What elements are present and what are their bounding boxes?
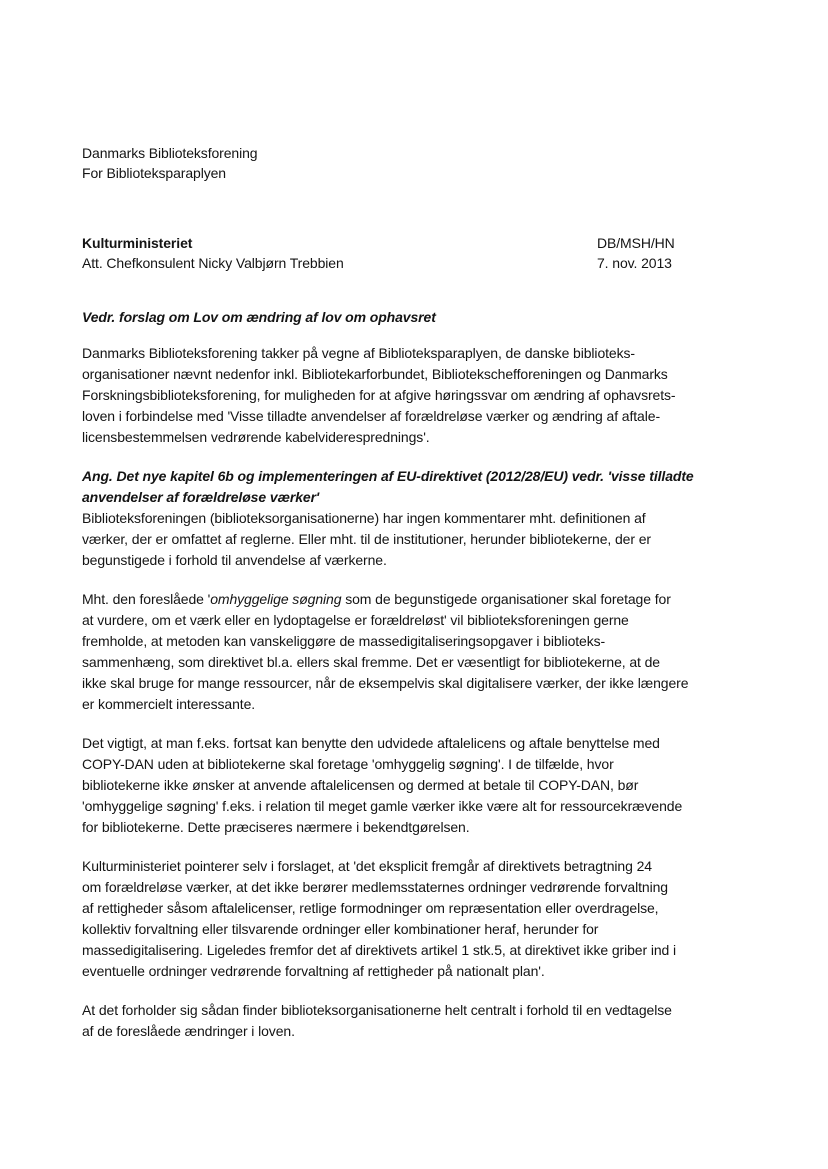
paragraph-line: om forældreløse værker, at det ikke berører medlemsstaternes ordninger vedrørende forvaltning: [82, 879, 668, 895]
address-block: [82, 233, 722, 273]
paragraph-ministry-notes: [82, 856, 722, 982]
text-segment: Mht. den foreslåede ': [82, 591, 211, 607]
paragraph-line: licensbestemmelsen vedrørende kabelvideresprednings'.: [82, 429, 430, 445]
paragraph-line: Kulturministeriet pointerer selv i forslaget, at 'det eksplicit fremgår af direktivets betragtning 24: [82, 858, 652, 874]
paragraph-intro: [82, 343, 722, 448]
sender-block: [82, 143, 722, 183]
paragraph-line: kollektiv forvaltning eller tilsvarende ordninger eller kombinationer heraf, herunder for: [82, 921, 599, 937]
recipient-block: [82, 233, 344, 273]
paragraph-line: COPY-DAN uden at bibliotekerne skal foretage 'omhyggelig søgning'. I de tilfælde, hvor: [82, 756, 614, 772]
paragraph-line: værker, der er omfattet af reglerne. Eller mht. til de institutioner, herunder bibliotekerne, der er: [82, 531, 651, 547]
paragraph-line: af de foreslåede ændringer i loven.: [82, 1023, 295, 1039]
paragraph-line: Forskningsbiblioteksforening, for muligheden for at afgive høringssvar om ændring af ophavsrets-: [82, 387, 676, 403]
paragraph-line: Biblioteksforeningen (biblioteksorganisationerne) har ingen kommentarer mht. definitionen af: [82, 510, 646, 526]
paragraph-extended-license: [82, 733, 722, 838]
paragraph-line: ikke skal bruge for mange ressourcer, når de eksempelvis skal digitalisere værker, der ikke længere: [82, 675, 689, 691]
paragraph-line: massedigitalisering. Ligeledes fremfor det af direktivets artikel 1 stk.5, at direktivet ikke griber ind i: [82, 942, 676, 958]
recipient-attention: Att. Chefkonsulent Nicky Valbjørn Trebbien: [82, 255, 344, 271]
reference-block: [597, 233, 675, 273]
paragraph-line: At det forholder sig sådan finder biblioteksorganisationerne helt centralt i forhold til en vedtagelse: [82, 1002, 672, 1018]
paragraph-chapter-6b: [82, 466, 722, 571]
paragraph-line: at vurdere, om et værk eller en lydoptagelse er forældreløst' vil biblioteksforeningen gerne: [82, 612, 629, 628]
recipient-name: Kulturministeriet: [82, 235, 193, 251]
paragraph-line: organisationer nævnt nedenfor inkl. Bibliotekarforbundet, Bibliotekschefforeningen og Danmarks: [82, 366, 668, 382]
paragraph-conclusion: [82, 1000, 722, 1042]
paragraph-line: fremholde, at metoden kan vanskeliggøre de massedigitaliseringsopgaver i biblioteks-: [82, 633, 606, 649]
sender-umbrella: For Biblioteksparaplyen: [82, 165, 226, 181]
paragraph-line: Det vigtigt, at man f.eks. fortsat kan benytte den udvidede aftalelicens og aftale benyttelse med: [82, 735, 660, 751]
paragraph-diligent-search: [82, 589, 722, 715]
letter-body: [82, 143, 722, 1042]
section-heading-line: Ang. Det nye kapitel 6b og implementeringen af EU-direktivet (2012/28/EU) vedr. 'visse tilladte: [82, 468, 694, 484]
letter-date: 7. nov. 2013: [597, 255, 672, 271]
paragraph-line: loven i forbindelse med 'Visse tilladte anvendelser af forældreløse værker og ændring af aftale-: [82, 408, 661, 424]
paragraph-line: begunstigede i forhold til anvendelse af værkerne.: [82, 552, 387, 568]
text-segment: som de begunstigede organisationer skal foretage for: [341, 591, 671, 607]
paragraph-line: Danmarks Biblioteksforening takker på vegne af Biblioteksparaplyen, de danske biblioteks-: [82, 345, 635, 361]
paragraph-line: for bibliotekerne. Dette præciseres nærmere i bekendtgørelsen.: [82, 819, 470, 835]
emphasized-term: omhyggelige søgning: [210, 591, 342, 607]
paragraph-line: sammenhæng, som direktivet bl.a. ellers skal fremme. Det er væsentligt for bibliotekerne, at de: [82, 654, 660, 670]
paragraph-line: er kommercielt interessante.: [82, 696, 256, 712]
reference-code: DB/MSH/HN: [597, 235, 675, 251]
paragraph-line: af rettigheder såsom aftalelicenser, retlige formodninger om repræsentation eller overdragelse,: [82, 900, 659, 916]
section-heading-line: anvendelser af forældreløse værker': [82, 489, 320, 505]
paragraph-line: bibliotekerne ikke ønsker at anvende aftalelicensen og dermed at betale til COPY-DAN, bør: [82, 777, 639, 793]
subject-line: Vedr. forslag om Lov om ændring af lov om ophavsret: [82, 309, 436, 325]
paragraph-line: 'omhyggelige søgning' f.eks. i relation til meget gamle værker ikke være alt for ressourcekrævende: [82, 798, 683, 814]
paragraph-line: [82, 589, 722, 610]
sender-organization: Danmarks Biblioteksforening: [82, 145, 258, 161]
paragraph-line: eventuelle ordninger vedrørende forvaltning af rettigheder på nationalt plan'.: [82, 963, 545, 979]
